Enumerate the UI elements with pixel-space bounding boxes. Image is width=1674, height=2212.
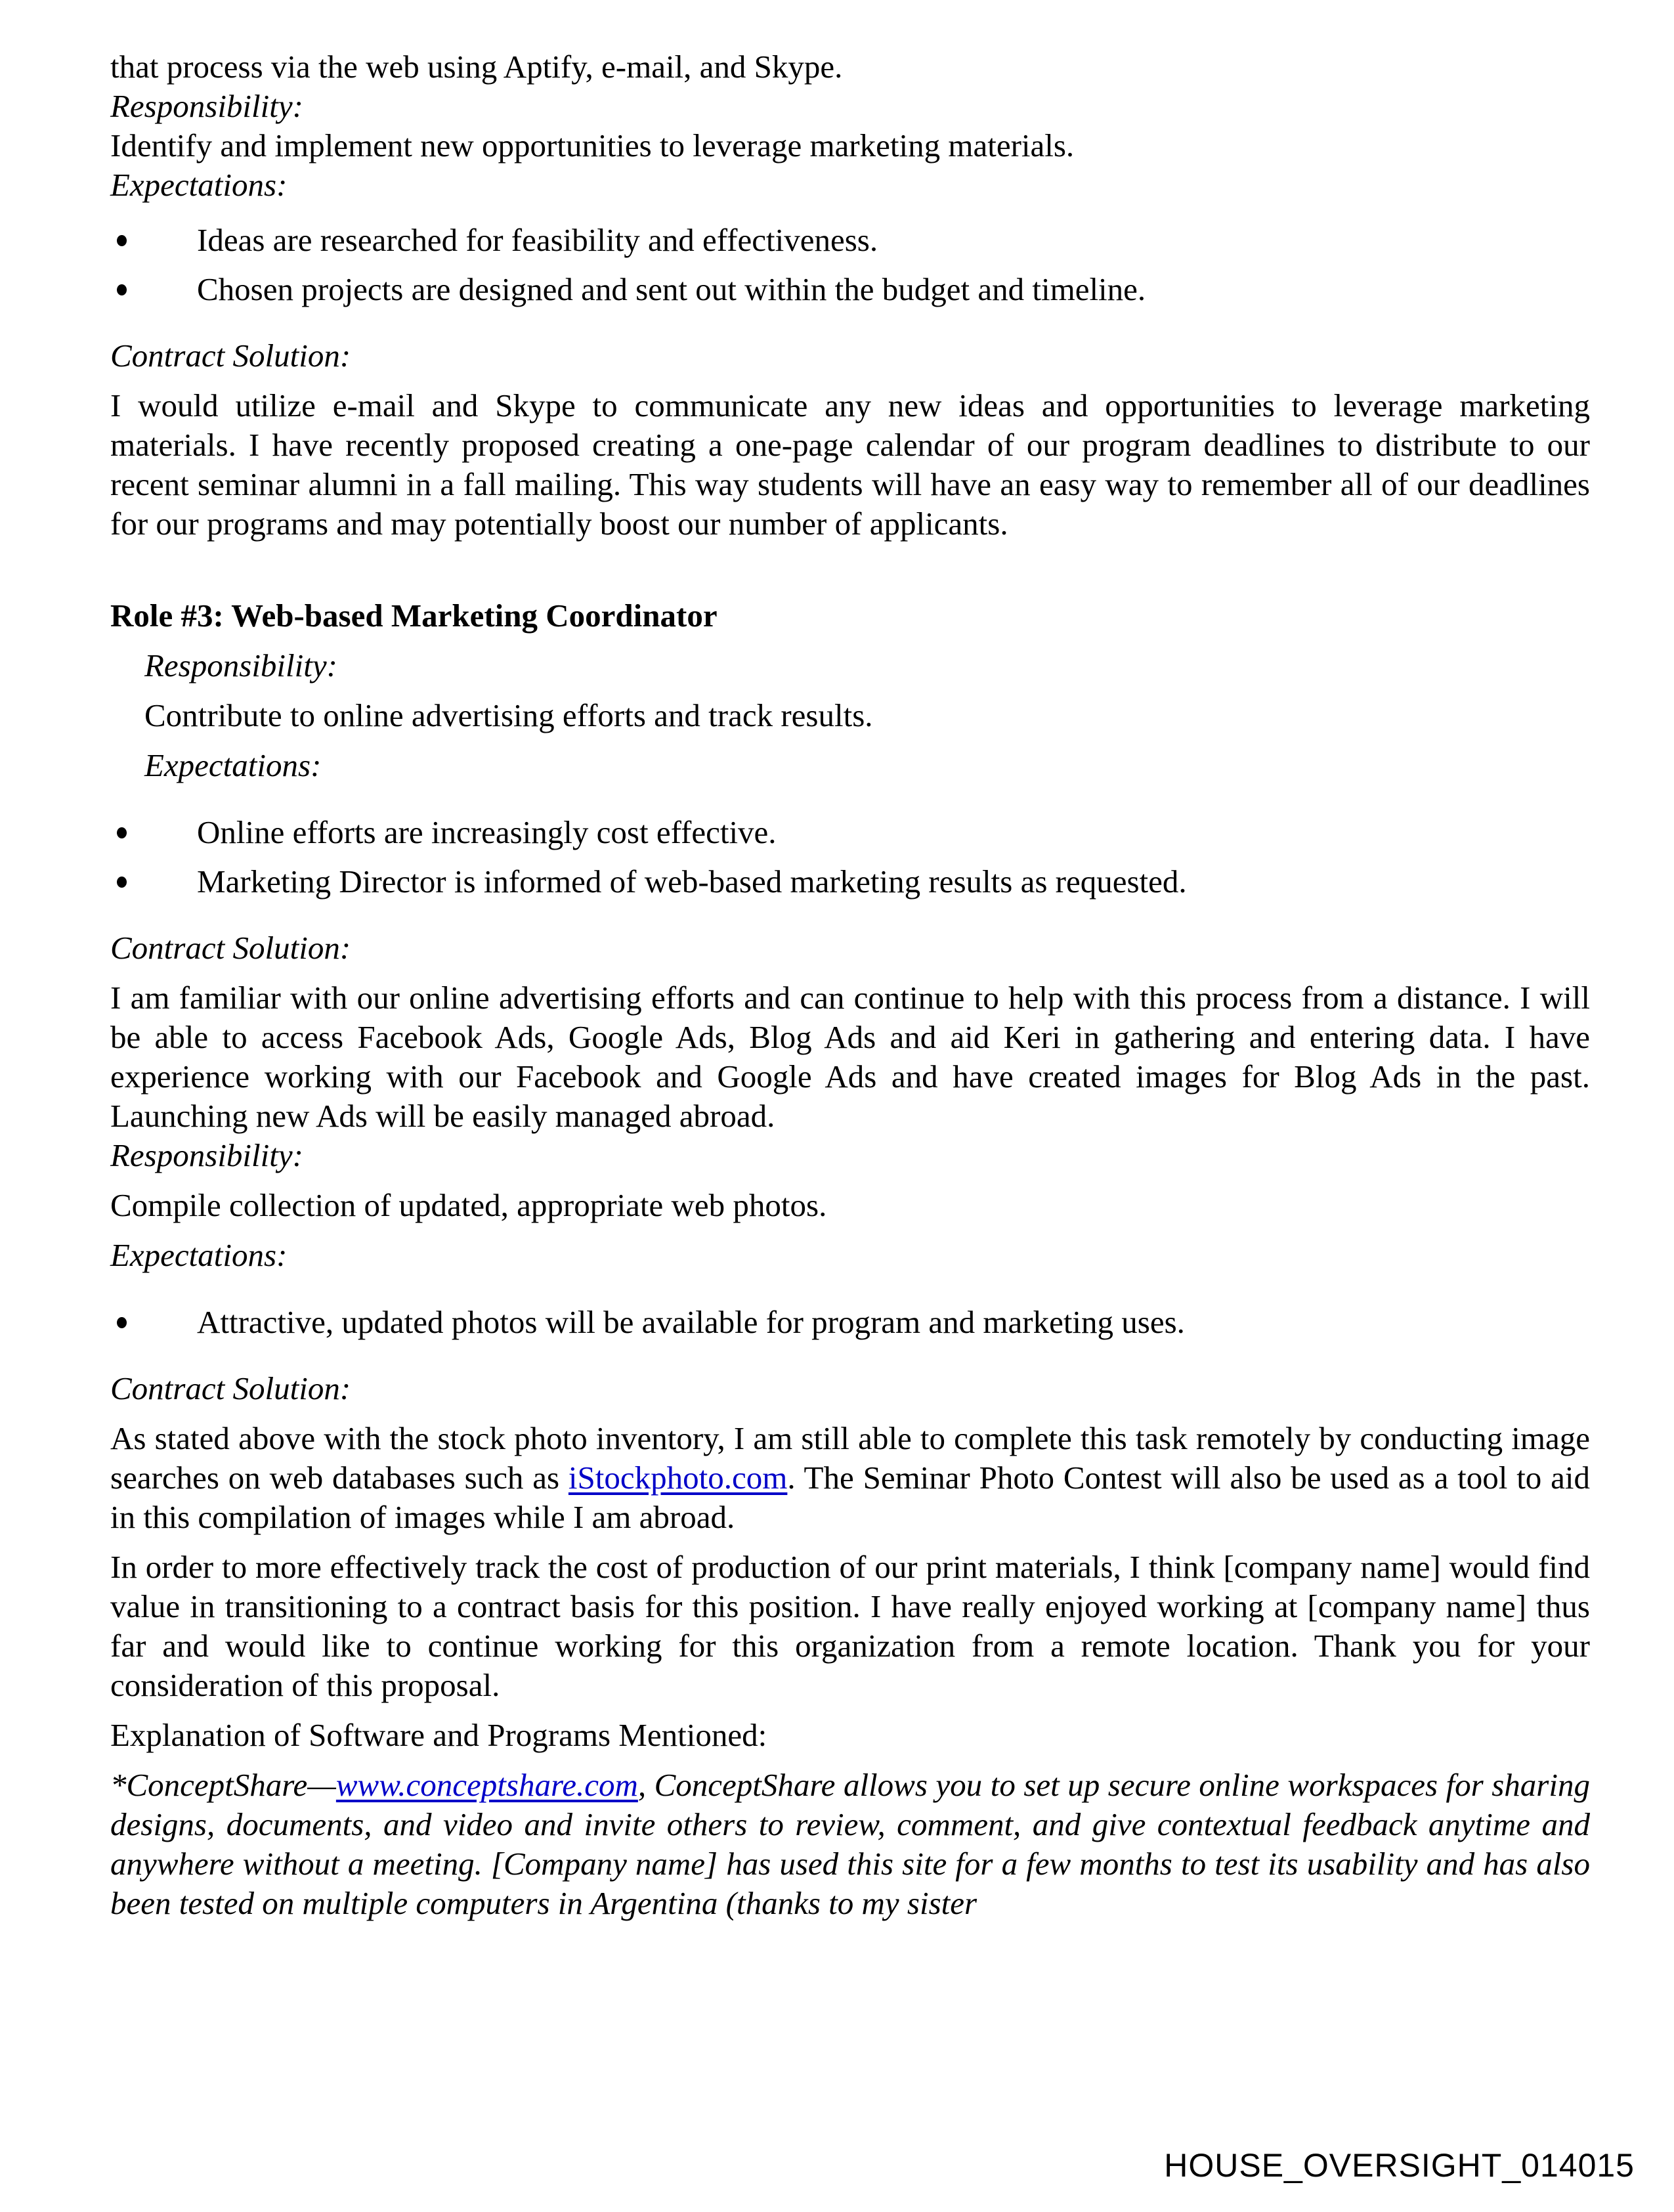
bates-number: HOUSE_OVERSIGHT_014015: [1164, 2147, 1635, 2184]
contract-solution-label: Contract Solution:: [110, 1370, 351, 1406]
conceptshare-link[interactable]: www.conceptshare.com: [335, 1767, 638, 1803]
list-item: [110, 215, 1590, 265]
contract-solution-label: Contract Solution:: [110, 930, 351, 966]
responsibility-text: Compile collection of updated, appropriate web photos.: [110, 1187, 827, 1223]
list-item: [110, 265, 1590, 314]
bullet-icon: [117, 877, 127, 888]
contract-solution-text: [110, 1419, 1590, 1537]
expectations-list: [110, 215, 1590, 314]
responsibility-text: Identify and implement new opportunities to leverage marketing materials.: [110, 127, 1075, 163]
list-item: [110, 857, 1590, 906]
responsibility-label: Responsibility:: [144, 647, 337, 683]
list-item-text: Marketing Director is informed of web-based marketing results as requested.: [197, 863, 1187, 900]
expectations-label: Expectations:: [110, 167, 288, 203]
contract-solution-text-before: As stated above with the stock photo inventory, I am still able to complete this task remotely by conducting image searches on web databases such as: [110, 1420, 1590, 1496]
list-item-text: Online efforts are increasingly cost effective.: [197, 814, 777, 850]
responsibility-label: Responsibility:: [110, 88, 303, 124]
explanation-heading: Explanation of Software and Programs Mentioned:: [110, 1717, 767, 1753]
contract-solution-text: I would utilize e-mail and Skype to communicate any new ideas and opportunities to leverage marketing materials. I have recently proposed creating a one-page calendar of our program deadlines to distribute to our recent seminar alumni in a fall mailing. This way students will have an easy way to remember all of our deadlines for our programs and may potentially boost our number of applicants.: [110, 387, 1590, 542]
role-heading: Role #3: Web-based Marketing Coordinator: [110, 597, 718, 634]
bullet-icon: [117, 284, 127, 295]
responsibility-text: Contribute to online advertising efforts and track results.: [144, 697, 873, 733]
bullet-icon: [117, 827, 127, 838]
contract-solution-label: Contract Solution:: [110, 337, 351, 374]
list-item-text: Ideas are researched for feasibility and effectiveness.: [197, 222, 878, 258]
list-item: [110, 1297, 1590, 1347]
continuation-line: that process via the web using Aptify, e-mail, and Skype.: [110, 49, 843, 85]
expectations-label: Expectations:: [110, 1237, 288, 1273]
conceptshare-paragraph: [110, 1766, 1590, 1923]
contract-solution-text-after: . The Seminar Photo Contest will also be used as a tool to aid in this compilation of images while I am abroad.: [110, 1460, 1590, 1535]
bullet-icon: [117, 1317, 127, 1328]
expectations-list: [110, 1297, 1590, 1347]
responsibility-label: Responsibility:: [110, 1137, 303, 1173]
conceptshare-text: , ConceptShare allows you to set up secure online workspaces for sharing designs, documents, and video and invite others to review, comment, and give contextual feedback anytime and anywhere without a meeting. [Company name] has used this site for a few months to test its usability and has also been tested on multiple computers in Argentina (thanks to my sister: [110, 1767, 1590, 1921]
document-page: [110, 47, 1590, 1923]
list-item: [110, 808, 1590, 857]
list-item-text: Attractive, updated photos will be available for program and marketing uses.: [197, 1304, 1185, 1340]
bullet-icon: [117, 235, 127, 246]
closing-paragraph: In order to more effectively track the cost of production of our print materials, I think [company name] would find value in transitioning to a contract basis for this position. I have really enjoyed working at [company name] thus far and would like to continue working for this organization from a remote location. Thank you for your consideration of this proposal.: [110, 1549, 1590, 1703]
expectations-label: Expectations:: [144, 747, 322, 783]
conceptshare-prefix: *ConceptShare—: [110, 1767, 336, 1803]
contract-solution-text: I am familiar with our online advertising efforts and can continue to help with this process from a distance. I will be able to access Facebook Ads, Google Ads, Blog Ads and aid Keri in gathering and entering data. I have experience working with our Facebook and Google Ads and have created images for Blog Ads in the past. Launching new Ads will be easily managed abroad.: [110, 980, 1590, 1134]
istockphoto-link[interactable]: iStockphoto.com: [568, 1460, 788, 1496]
expectations-list: [110, 808, 1590, 906]
list-item-text: Chosen projects are designed and sent out within the budget and timeline.: [197, 271, 1146, 307]
